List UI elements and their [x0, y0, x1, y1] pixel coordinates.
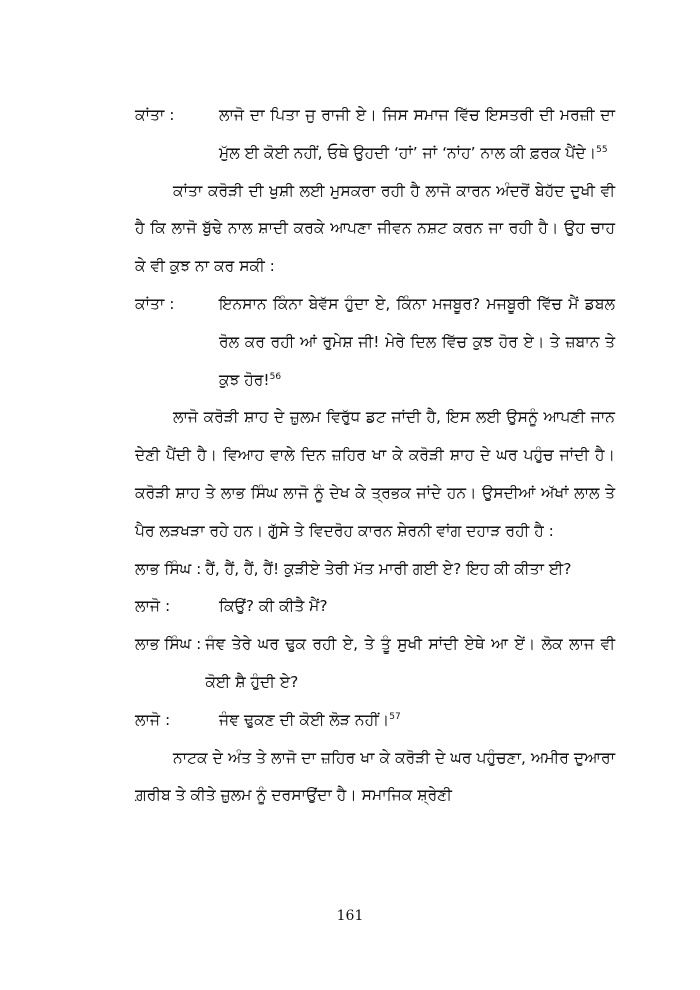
footnote-ref: 56	[269, 371, 282, 382]
speaker-label: ਕਾਂਤਾ :	[135, 294, 175, 313]
dialogue-text: ਹੈਂ, ਹੈਂ, ਹੈਂ, ਹੈਂ! ਕੁੜੀਏ ਤੇਰੀ ਮੱਤ ਮਾਰੀ ਗਈ ਏ? ਇਹ ਕੀ ਕੀਤਾ ਈ?	[205, 559, 572, 578]
speaker-label: ਕਾਂਤਾ :	[135, 106, 175, 124]
dialogue-lajo-1	[135, 588, 615, 626]
speaker-label: ਲਾਜੋ :	[135, 710, 171, 729]
footnote-ref: 57	[389, 711, 401, 722]
dialogue-labh-singh-1	[135, 551, 615, 589]
page-number: 161	[336, 908, 364, 924]
dialogue-line: ਇਨਸਾਨ ਕਿੰਨਾ ਬੇਵੱਸ ਹੁੰਦਾ ਏ, ਕਿੰਨਾ ਮਜਬੂਰ? ਮਜਬੂਰੀ ਵਿੱਚ ਮੈਂ ਡਬਲ ਰੋਲ ਕਰ ਰਹੀ ਆਂ ਰੁਮੇਸ਼ ਜੀ! ਮੇਰੇ ਦਿਲ ਵਿੱਚ ਕੁਝ ਹੋਰ ਏ। ਤੇ ਜ਼ਬਾਨ ਤੇ ਕੁਝ ਹੋਰ!	[219, 294, 615, 389]
narrative-paragraph: ਨਾਟਕ ਦੇ ਅੰਤ ਤੇ ਲਾਜੋ ਦਾ ਜ਼ਹਿਰ ਖਾ ਕੇ ਕਰੋੜੀ ਦੇ ਘਰ ਪਹੁੰਚਣਾ, ਅਮੀਰ ਦੁਆਰਾ ਗ਼ਰੀਬ ਤੇ ਕੀਤੇ ਜ਼ੁਲਮ ਨੂੰ ਦਰਸਾਉਂਦਾ ਹੈ। ਸਮਾਜਿਕ ਸ਼੍ਰੇਣੀ	[135, 748, 615, 805]
dialogue-text: ਕਿਉਂ? ਕੀ ਕੀਤੈ ਮੈਂ?	[219, 597, 328, 616]
dialogue-text: ਜੰਞ ਤੇਰੇ ਘਰ ਢੁਕ ਰਹੀ ਏ, ਤੇ ਤੂੰ ਸੁਖੀ ਸਾਂਦੀ ਏਥੇ ਆ ਏਂ। ਲੋਕ ਲਾਜ ਵੀ ਕੋਈ ਸ਼ੈ ਹੁੰਦੀ ਏ?	[205, 635, 615, 691]
dialogue-kanta-1	[135, 97, 615, 173]
dialogue-line: ਜੰਞ ਢੁਕਣ ਦੀ ਕੋਈ ਲੋੜ ਨਹੀਂ।	[219, 710, 390, 729]
dialogue-labh-singh-2	[135, 626, 615, 702]
dialogue-text	[219, 702, 615, 740]
narrative-paragraph: ਲਾਜੋ ਕਰੋੜੀ ਸ਼ਾਹ ਦੇ ਜ਼ੁਲਮ ਵਿਰੁੱਧ ਡਟ ਜਾਂਦੀ ਹੈ, ਇਸ ਲਈ ਉਸਨੂੰ ਆਪਣੀ ਜਾਨ ਦੇਣੀ ਪੈਂਦੀ ਹੈ। ਵਿਆਹ ਵਾਲੇ ਦਿਨ ਜ਼ਹਿਰ ਖਾ ਕੇ ਕਰੋੜੀ ਸ਼ਾਹ ਦੇ ਘਰ ਪਹੁੰਚ ਜਾਂਦੀ ਹੈ। ਕਰੋੜੀ ਸ਼ਾਹ ਤੇ ਲਾਭ ਸਿੰਘ ਲਾਜੋ ਨੂੰ ਦੇਖ ਕੇ ਤ੍ਰਭਕ ਜਾਂਦੇ ਹਨ। ਉਸਦੀਆਂ ਅੱਖਾਂ ਲਾਲ ਤੇ ਪੈਰ ਲੜਖੜਾ ਰਹੇ ਹਨ। ਗੁੱਸੇ ਤੇ ਵਿਦਰੋਹ ਕਾਰਨ ਸ਼ੇਰਨੀ ਵਾਂਗ ਦਹਾੜ ਰਹੀ ਹੈ :	[135, 408, 615, 540]
dialogue-lajo-2	[135, 702, 615, 740]
dialogue-kanta-2	[135, 286, 615, 399]
speaker-label: ਲਾਜੋ :	[135, 597, 171, 616]
speaker-label: ਲਾਭ ਸਿੰਘ :	[135, 635, 202, 654]
dialogue-text	[219, 286, 615, 399]
footnote-ref: 55	[596, 144, 608, 155]
dialogue-text	[219, 97, 615, 173]
narrative-paragraph: ਕਾਂਤਾ ਕਰੋੜੀ ਦੀ ਖੁਸ਼ੀ ਲਈ ਮੁਸਕਰਾ ਰਹੀ ਹੈ ਲਾਜੋ ਕਾਰਨ ਅੰਦਰੋਂ ਬੇਹੱਦ ਦੁਖੀ ਵੀ ਹੈ ਕਿ ਲਾਜੋ ਬੁੱਢੇ ਨਾਲ ਸ਼ਾਦੀ ਕਰਕੇ ਆਪਣਾ ਜੀਵਨ ਨਸ਼ਟ ਕਰਨ ਜਾ ਰਹੀ ਹੈ। ਉਹ ਚਾਹ ਕੇ ਵੀ ਕੁਝ ਨਾ ਕਰ ਸਕੀ :	[135, 181, 615, 276]
page-body	[135, 97, 615, 815]
dialogue-line: ਲਾਜੋ ਦਾ ਪਿਤਾ ਜੁ ਰਾਜੀ ਏ। ਜਿਸ ਸਮਾਜ ਵਿੱਚ ਇਸਤਰੀ ਦੀ ਮਰਜ਼ੀ ਦਾ ਮੁੱਲ ਈ ਕੋਈ ਨਹੀਂ, ਓਥੇ ਉਹਦੀ ‘ਹਾਂ’ ਜਾਂ ‘ਨਾਂਹ’ ਨਾਲ ਕੀ ਫ਼ਰਕ ਪੈਂਦੇ।	[219, 106, 615, 162]
speaker-label: ਲਾਭ ਸਿੰਘ :	[135, 559, 202, 578]
